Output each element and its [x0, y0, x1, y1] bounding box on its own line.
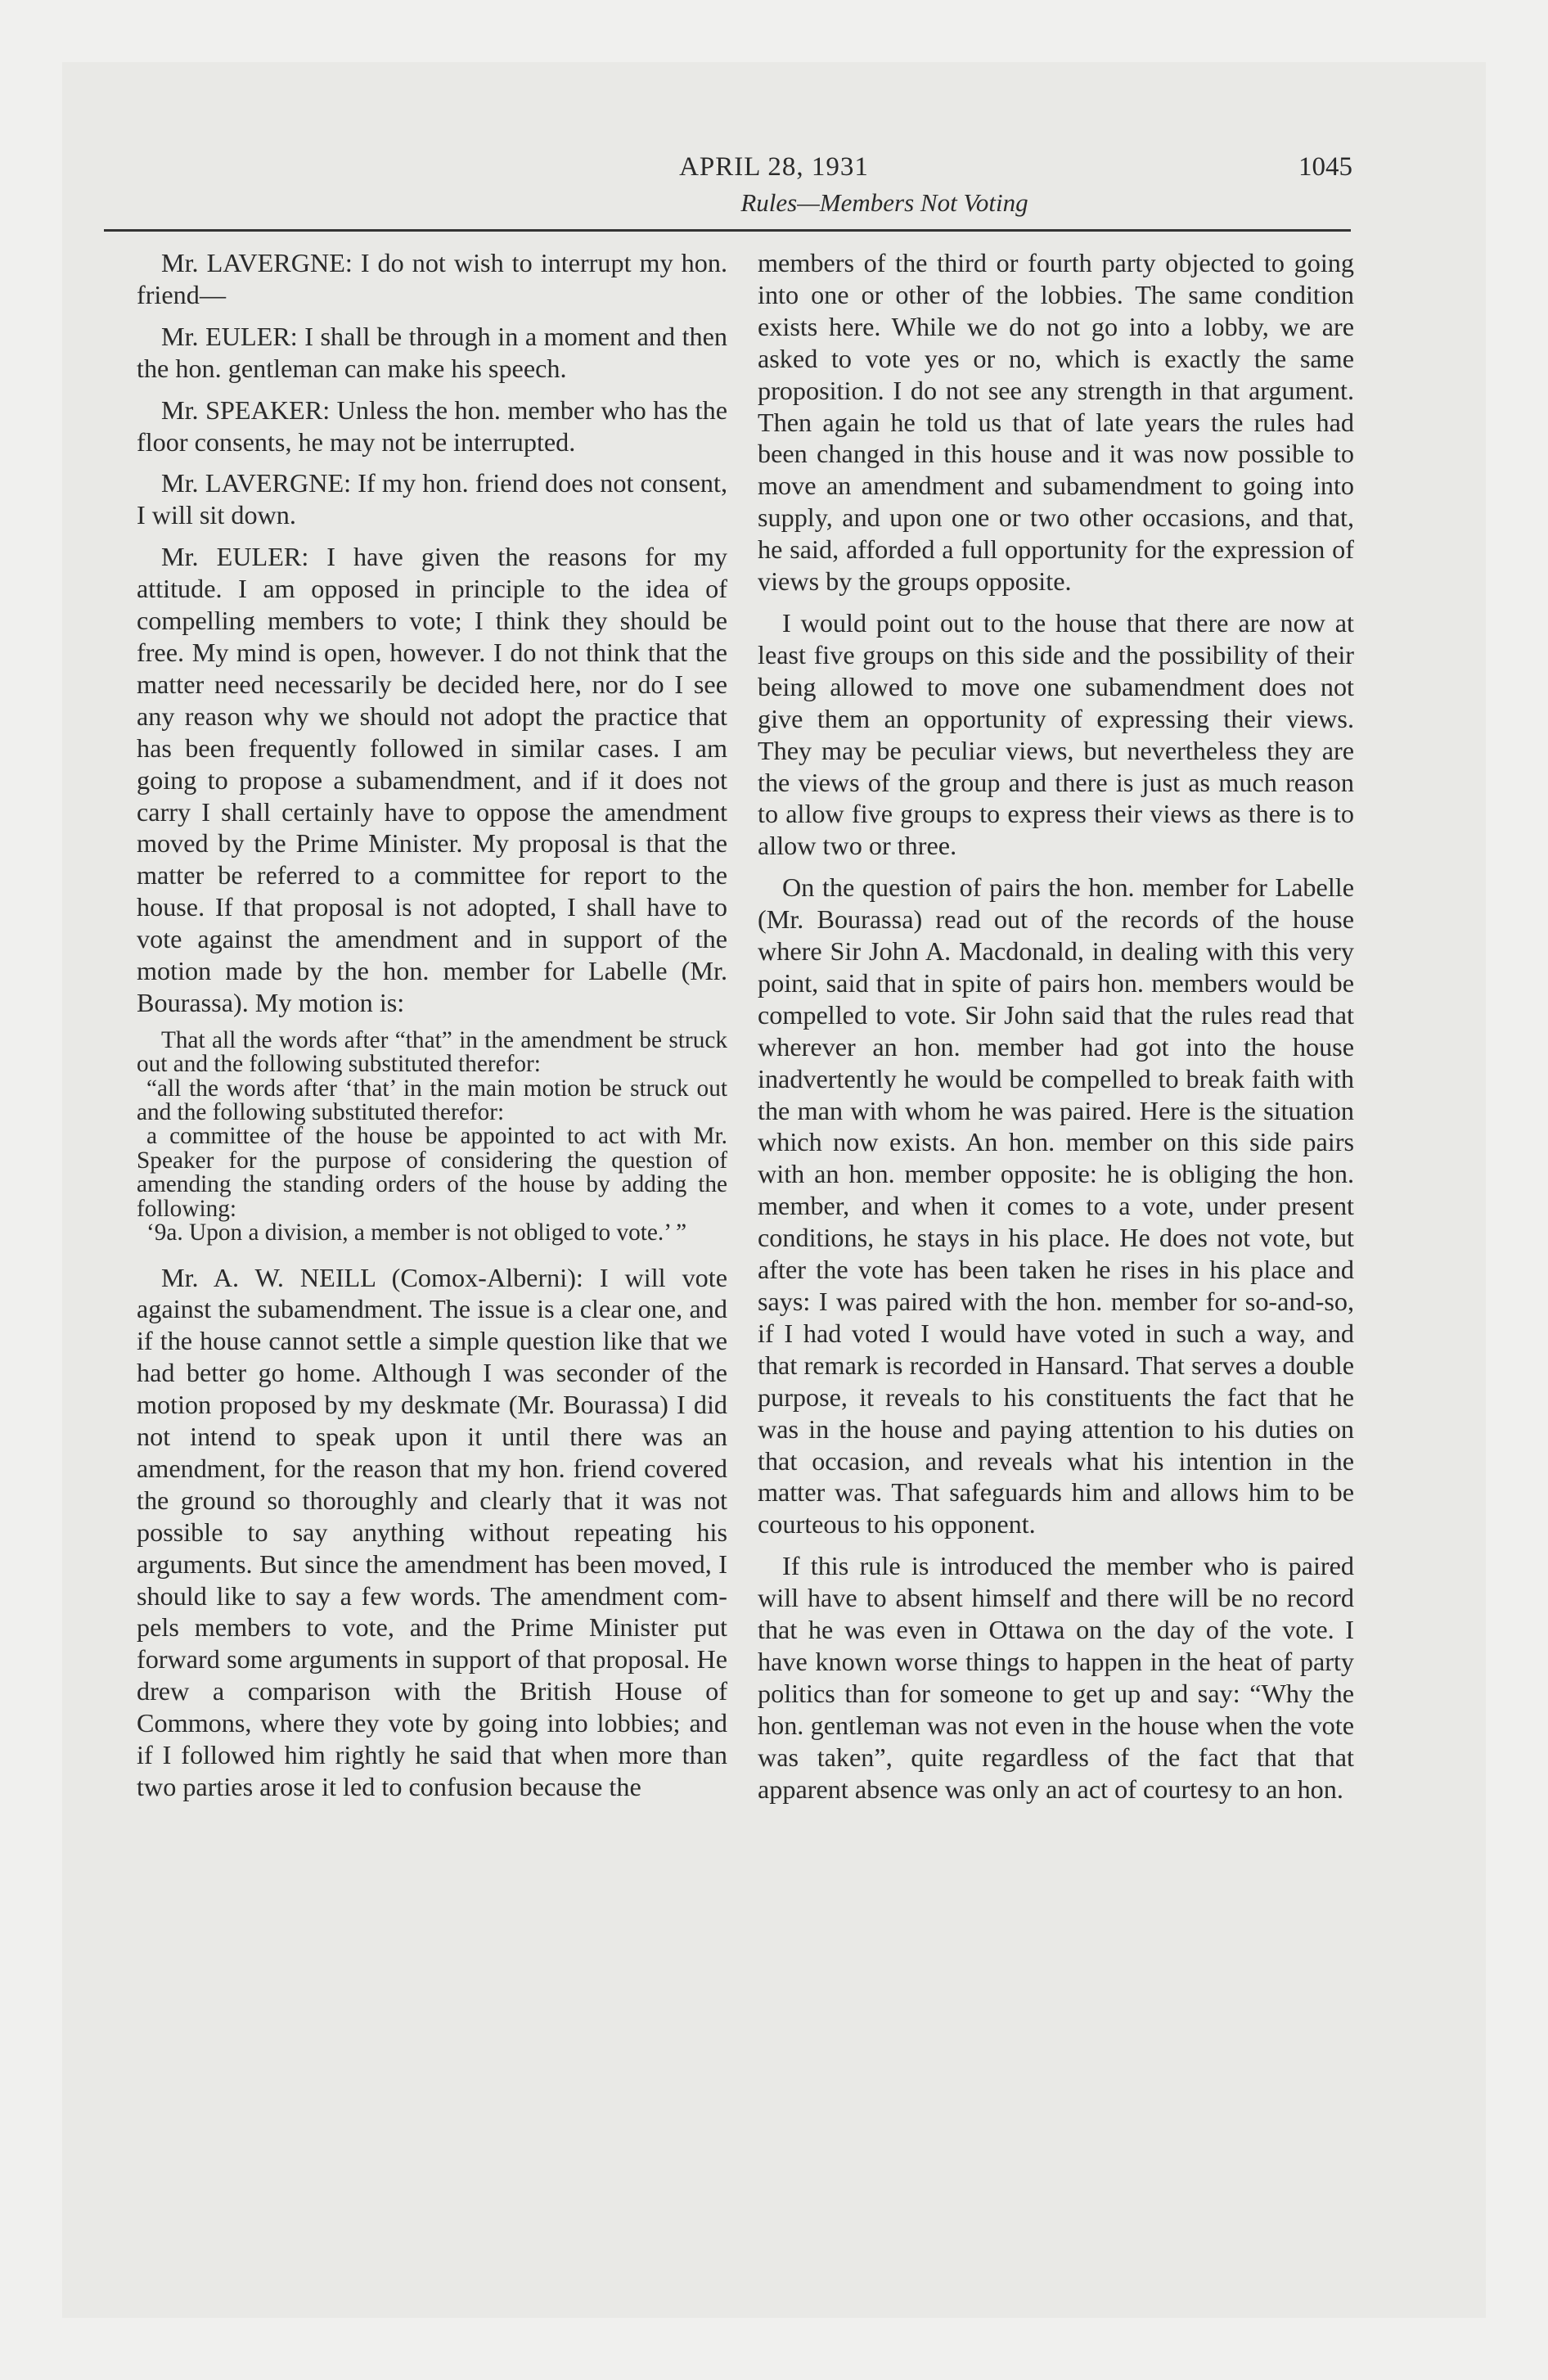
- page-date: APRIL 28, 1931: [679, 152, 869, 182]
- paragraph: Mr. EULER: I have given the reasons for my attitude. I am opposed in principle to the idea of compelling members to vote; I think they should be free. My mind is open, however. I do not think that the matter need necessarily be decided here, nor do I see any reason why we should not adopt the practice that has been frequently followed in similar cases. I am going to propose a subamendment, and if it does not carry I shall certainly have to oppose the amendment moved by the Prime Minister. My proposal is that the matter be referred to a committee for report to the house. If that proposal is not adopted, I shall have to vote against the amendment and in support of the motion made by the hon. member for Labelle (Mr. Bourassa). My motion is:: [137, 542, 727, 1017]
- quote-paragraph: a committee of the house be appointed to act with Mr. Speaker for the purpose of considering the question of amending the standing orders of the house by adding the following:: [137, 1123, 727, 1222]
- header-rule: [104, 229, 1351, 232]
- paragraph: If this rule is introduced the member who is paired will have to absent himself and there will be no record that he was even in Ottawa on the day of the vote. I have known worse things to happen in the heat of party politics than for someone to get up and say: “Why the hon. gentleman was not even in the house when the vote was taken”, quite regardless of the fact that that apparent absence was only an act of courtesy to an hon.: [758, 1551, 1354, 1804]
- paragraph: Mr. SPEAKER: Unless the hon. member who has the floor consents, he may not be interrupted.: [137, 394, 727, 457]
- paragraph: members of the third or fourth party objected to going into one or other of the lobbies. The same condition exists here. While we do not go into a lobby, we are asked to vote yes or no, which is exactly the same proposition. I do not see any strength in that argument. Then again he told us that of late years the rules had been changed in this house and it was now possible to move an amendment and subamendment to going into supply, and upon one or two other occasions, and that, he said, afforded a full opportunity for the expression of views by the groups opposite.: [758, 248, 1354, 597]
- left-column: [137, 247, 727, 1813]
- page-number: 1045: [1298, 152, 1352, 182]
- quote-paragraph: That all the words after “that” in the amendment be struck out and the following substituted therefor:: [137, 1026, 727, 1078]
- paragraph: Mr. A. W. NEILL (Comox-Alberni): I will vote against the subamendment. The issue is a clear one, and if the house cannot settle a simple question like that we had better go home. Although I was seconder of the motion proposed by my deskmate (Mr. Bourassa) I did not intend to speak upon it until there was an amendment, for the reason that my hon. friend covered the ground so thoroughly and clearly that it was not possible to say anything without repeating his arguments. But since the amendment has been moved, I should like to say a few words. The amendment compels members to vote, and the Prime Minister put forward some arguments in support of that proposal. He drew a comparison with the British House of Commons, where they vote by going into lobbies; and if I followed him rightly he said that when more than two parties arose it led to confusion because the: [137, 1262, 727, 1801]
- quote-paragraph: “all the words after ‘that’ in the main motion be struck out and the following substituted therefor:: [137, 1075, 727, 1126]
- right-column: [758, 247, 1354, 1815]
- paragraph: I would point out to the house that there are now at least five groups on this side and the possibility of their being allowed to move one subamendment does not give them an opportunity of expressing their views. They may be peculiar views, but nevertheless they are the views of the group and there is just as much reason to allow five groups to express their views as there is to allow two or three.: [758, 607, 1354, 861]
- running-title: Rules—Members Not Voting: [740, 188, 1028, 217]
- paragraph: On the question of pairs the hon. member for Labelle (Mr. Bourassa) read out of the records of the house where Sir John A. Macdonald, in dealing with this very point, said that in spite of pairs hon. members would be compelled to vote. Sir John said that the rules read that wherever an hon. member had got into the house inadvertently he would be compelled to break faith with the man with whom he was paired. Here is the situation which now exists. An hon. member on this side pairs with an hon. member opposite: he is obliging the hon. member, and when it comes to a vote, under present conditions, he stays in his place. He does not vote, but after the vote has been taken he rises in his place and says: I was paired with the hon. member for so-and-so, if I had voted I would have voted in such a way, and that remark is recorded in Hansard. That serves a double purpose, it reveals to his constituents the fact that he was in the house and paying attention to his duties on that occasion, and reveals what his intention in the matter was. That safeguards him and allows him to be courteous to his opponent.: [758, 872, 1354, 1539]
- paragraph: Mr. LAVERGNE: I do not wish to interrupt my hon. friend—: [137, 248, 727, 309]
- quote-paragraph: ‘9a. Upon a division, a member is not obliged to vote.’ ”: [146, 1219, 687, 1246]
- paragraph: Mr. EULER: I shall be through in a moment and then the hon. gentleman can make his speech.: [137, 321, 727, 383]
- motion-quote: [137, 1026, 727, 1246]
- paragraph: Mr. LAVERGNE: If my hon. friend does not consent, I will sit down.: [137, 468, 727, 530]
